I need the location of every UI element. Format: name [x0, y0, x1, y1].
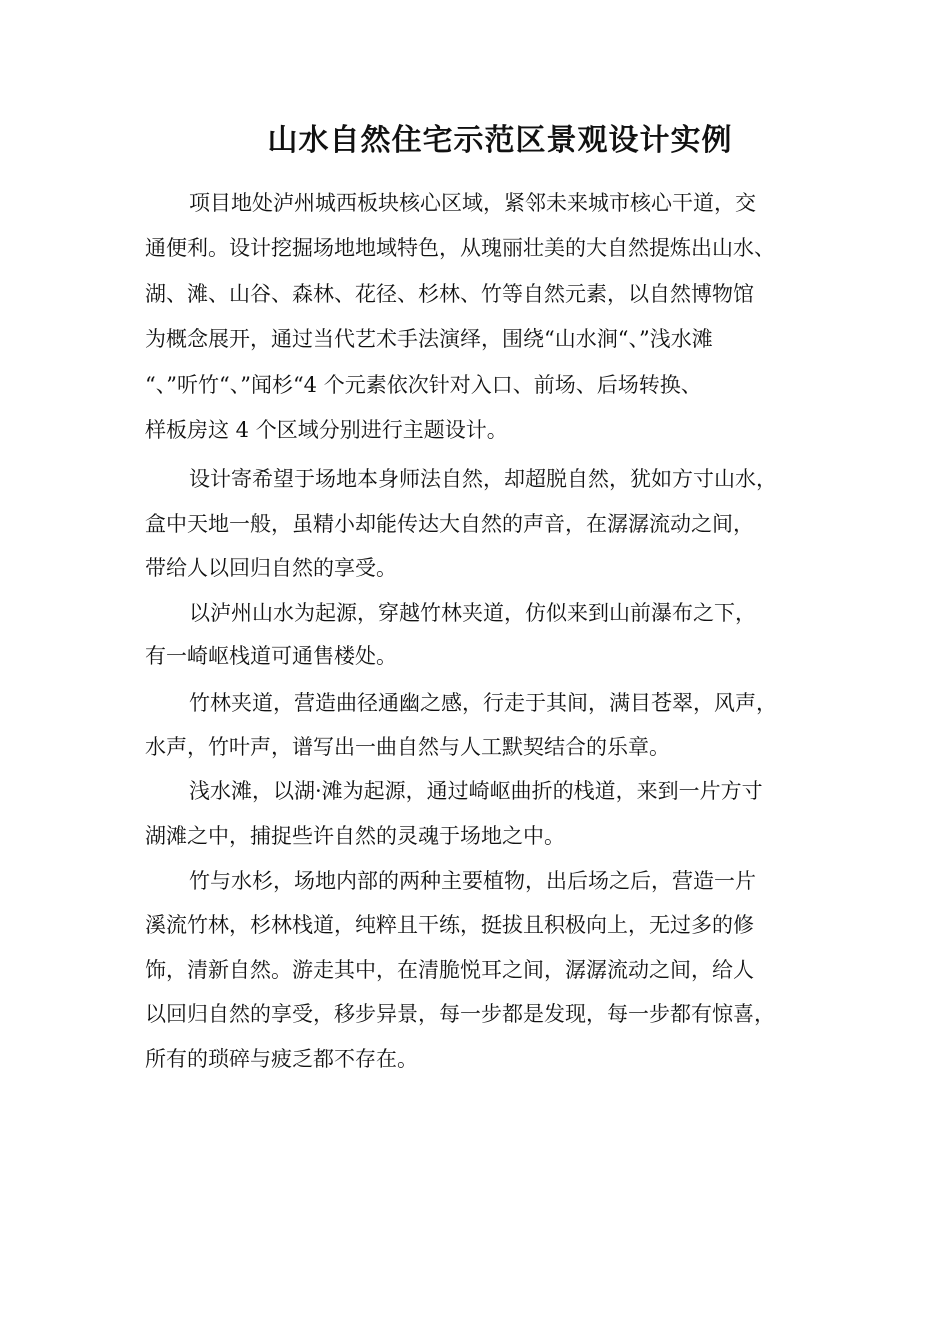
paragraph-line: 饰，清新自然。游走其中，在清脆悦耳之间，潺潺流动之间，给人: [145, 958, 754, 982]
paragraph-line: 为概念展开，通过当代艺术手法演绎，围绕“山水涧“、”浅水滩: [145, 327, 713, 351]
paragraph-line: 竹林夹道，营造曲径通幽之感，行走于其间，满目苍翠，风声，: [189, 691, 777, 715]
paragraph-line: 水声，竹叶声，谱写出一曲自然与人工默契结合的乐章。: [145, 735, 670, 759]
paragraph-line: “、”听竹“、”闻杉“4 个元素依次针对入口、前场、后场转换、: [145, 373, 702, 397]
paragraph-line: 以回归自然的享受，移步异景，每一步都是发现，每一步都有惊喜，: [145, 1002, 775, 1026]
paragraph-line: 湖滩之中，捕捉些许自然的灵魂于场地之中。: [145, 824, 565, 848]
paragraph-line: 所有的琐碎与疲乏都不存在。: [145, 1047, 418, 1071]
paragraph-line: 项目地处泸州城西板块核心区域，紧邻未来城市核心干道，交: [189, 191, 756, 215]
paragraph-line: 通便利。设计挖掘场地地域特色，从瑰丽壮美的大自然提炼出山水、: [145, 236, 775, 260]
document-title: 山水自然住宅示范区景观设计实例: [267, 123, 733, 158]
paragraph-line: 样板房这 4 个区域分别进行主题设计。: [145, 418, 508, 442]
paragraph-line: 盒中天地一般，虽精小却能传达大自然的声音，在潺潺流动之间，: [145, 512, 754, 536]
paragraph-line: 带给人以回归自然的享受。: [145, 556, 397, 580]
paragraph-line: 溪流竹林，杉林栈道，纯粹且干练，挺拔且积极向上，无过多的修: [145, 913, 754, 937]
paragraph-line: 湖、滩、山谷、森林、花径、杉林、竹等自然元素，以自然博物馆: [145, 282, 754, 306]
paragraph-line: 设计寄希望于场地本身师法自然，却超脱自然，犹如方寸山水，: [189, 467, 777, 491]
paragraph-line: 有一崎岖栈道可通售楼处。: [145, 644, 397, 668]
paragraph-line: 以泸州山水为起源，穿越竹林夹道，仿似来到山前瀑布之下，: [189, 601, 756, 625]
paragraph-line: 竹与水杉，场地内部的两种主要植物，出后场之后，营造一片: [189, 869, 756, 893]
paragraph-line: 浅水滩，以湖·滩为起源，通过崎岖曲折的栈道，来到一片方寸: [189, 779, 763, 803]
